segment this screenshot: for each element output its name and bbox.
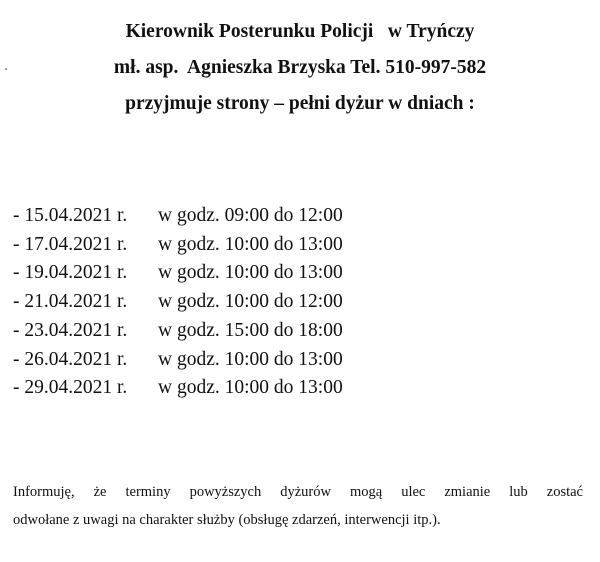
schedule-row — [13, 202, 343, 231]
schedule-date: - 19.04.2021 r. — [13, 262, 128, 284]
notice-line-2: odwołane z uwagi na charakter służby (obsługę zdarzeń, interwencji itp.). — [13, 512, 441, 528]
schedule-hours: w godz. 10:00 do 13:00 — [158, 377, 343, 399]
schedule-date: - 29.04.2021 r. — [13, 377, 128, 399]
schedule-hours: w godz. 10:00 do 13:00 — [158, 233, 343, 255]
schedule-row — [13, 346, 343, 375]
schedule-row — [13, 259, 343, 288]
header-officer-line: mł. asp. Agnieszka Brzyska Tel. 510-997-582 — [113, 57, 487, 78]
schedule-row — [13, 231, 343, 260]
schedule-row — [13, 374, 343, 403]
schedule-hours: w godz. 10:00 do 13:00 — [158, 348, 343, 370]
header-title-line: Kierownik Posterunku Policji w Tryńczy — [125, 21, 475, 42]
document-header — [0, 14, 600, 122]
schedule-date: - 23.04.2021 r. — [13, 319, 128, 341]
notice-paragraph — [13, 478, 583, 534]
notice-line-1: Informuję, że terminy powyższych dyżurów mogą ulec zmianie lub zostać — [13, 484, 583, 500]
schedule-date: - 21.04.2021 r. — [13, 291, 128, 313]
schedule-date: - 15.04.2021 r. — [13, 205, 128, 226]
schedule-hours: w godz. 15:00 do 18:00 — [158, 319, 343, 341]
schedule-hours: w godz. 10:00 do 12:00 — [158, 291, 343, 313]
schedule-row — [13, 317, 343, 346]
schedule-hours: w godz. 10:00 do 13:00 — [158, 262, 343, 284]
schedule-date: - 17.04.2021 r. — [13, 233, 128, 255]
schedule-row — [13, 288, 343, 317]
header-duty-line: przyjmuje strony – pełni dyżur w dniach : — [125, 93, 475, 114]
duty-schedule-list — [13, 202, 343, 403]
schedule-date: - 26.04.2021 r. — [13, 348, 128, 370]
schedule-hours: w godz. 09:00 do 12:00 — [158, 205, 343, 226]
